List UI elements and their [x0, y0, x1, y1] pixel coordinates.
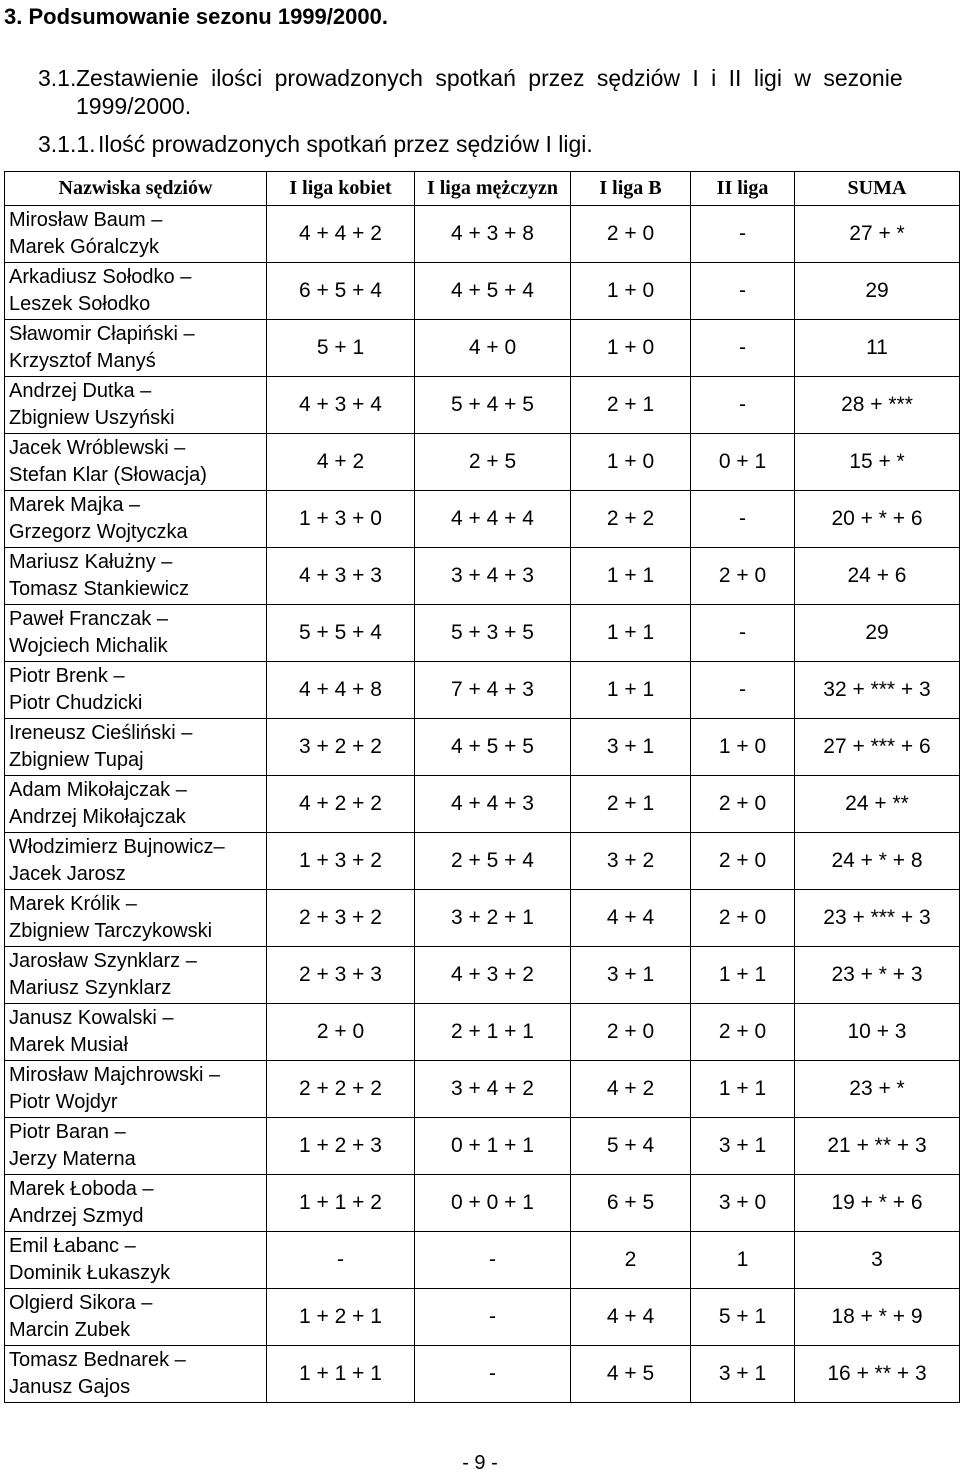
table-row [5, 833, 960, 890]
cell-total: 10 + 3 [795, 1004, 960, 1061]
referee-name-second: Marek Góralczyk [9, 236, 160, 258]
cell-league-1b: 1 + 1 [571, 605, 691, 662]
cell-men-league-1: 3 + 4 + 3 [415, 548, 571, 605]
referee-name-second: Piotr Wojdyr [9, 1091, 118, 1113]
cell-men-league-1: 4 + 0 [415, 320, 571, 377]
cell-men-league-1: 0 + 0 + 1 [415, 1175, 571, 1232]
table-header-row [5, 172, 960, 206]
referee-name-first: Marek Królik – [9, 893, 137, 915]
cell-league-2: 1 [691, 1232, 795, 1289]
cell-total: 15 + * [795, 434, 960, 491]
cell-total: 29 [795, 605, 960, 662]
referee-pair-cell [5, 662, 267, 719]
cell-league-2: 2 + 0 [691, 1004, 795, 1061]
cell-women-league-1: 1 + 3 + 2 [267, 833, 415, 890]
referee-pair-cell [5, 1175, 267, 1232]
table-row [5, 1346, 960, 1403]
cell-women-league-1: 6 + 5 + 4 [267, 263, 415, 320]
cell-men-league-1: 3 + 4 + 2 [415, 1061, 571, 1118]
referee-pair-cell [5, 719, 267, 776]
cell-league-2: - [691, 320, 795, 377]
cell-women-league-1: 2 + 0 [267, 1004, 415, 1061]
table-row [5, 1232, 960, 1289]
cell-league-1b: 1 + 0 [571, 320, 691, 377]
referee-pair-cell [5, 1346, 267, 1403]
cell-men-league-1: 2 + 5 [415, 434, 571, 491]
referee-name-second: Zbigniew Tarczykowski [9, 920, 213, 942]
cell-women-league-1: 4 + 3 + 3 [267, 548, 415, 605]
referee-name-second: Jacek Jarosz [9, 863, 126, 885]
subsection-text: Zestawienie ilości prowadzonych spotkań przez sędziów I i II ligi w sezonie 1999/2000. [76, 65, 903, 119]
referee-pair-cell [5, 206, 267, 263]
cell-total: 28 + *** [795, 377, 960, 434]
referee-name-first: Janusz Kowalski – [9, 1007, 174, 1029]
sub-subsection-heading [38, 131, 593, 158]
cell-men-league-1: 4 + 5 + 4 [415, 263, 571, 320]
cell-league-2: 3 + 1 [691, 1118, 795, 1175]
referee-name-second: Marcin Zubek [9, 1319, 131, 1341]
table-row [5, 890, 960, 947]
referee-name-first: Olgierd Sikora – [9, 1292, 153, 1314]
referee-pair-cell [5, 434, 267, 491]
referee-name-first: Włodzimierz Bujnowicz– [9, 836, 225, 858]
table-row [5, 1289, 960, 1346]
cell-league-1b: 3 + 1 [571, 947, 691, 1004]
cell-league-1b: 4 + 4 [571, 1289, 691, 1346]
cell-league-1b: 4 + 2 [571, 1061, 691, 1118]
referee-name-first: Ireneusz Cieśliński – [9, 722, 193, 744]
sub-subsection-text: Ilość prowadzonych spotkań przez sędziów I ligi. [98, 131, 593, 157]
header-referee-names: Nazwiska sędziów [5, 172, 267, 206]
cell-total: 23 + *** + 3 [795, 890, 960, 947]
referee-pair-cell [5, 605, 267, 662]
cell-total: 24 + 6 [795, 548, 960, 605]
referee-pair-cell [5, 947, 267, 1004]
header-total: SUMA [795, 172, 960, 206]
table-row [5, 263, 960, 320]
referee-name-first: Adam Mikołajczak – [9, 779, 187, 801]
cell-league-2: 2 + 0 [691, 776, 795, 833]
referee-name-second: Krzysztof Manyś [9, 350, 156, 372]
header-league-2: II liga [691, 172, 795, 206]
referee-pair-cell [5, 377, 267, 434]
referee-name-first: Marek Majka – [9, 494, 141, 516]
cell-league-2: 5 + 1 [691, 1289, 795, 1346]
cell-league-2: 1 + 1 [691, 947, 795, 1004]
header-men-league-1: I liga mężczyzn [415, 172, 571, 206]
cell-women-league-1: 4 + 4 + 2 [267, 206, 415, 263]
cell-league-1b: 2 + 1 [571, 776, 691, 833]
cell-league-2: 2 + 0 [691, 833, 795, 890]
table-row [5, 1061, 960, 1118]
cell-women-league-1: 3 + 2 + 2 [267, 719, 415, 776]
cell-league-1b: 3 + 2 [571, 833, 691, 890]
cell-total: 24 + ** [795, 776, 960, 833]
cell-women-league-1: - [267, 1232, 415, 1289]
cell-men-league-1: 4 + 4 + 4 [415, 491, 571, 548]
cell-total: 24 + * + 8 [795, 833, 960, 890]
table-row [5, 662, 960, 719]
cell-league-1b: 2 [571, 1232, 691, 1289]
referee-name-second: Stefan Klar (Słowacja) [9, 464, 207, 486]
referee-name-second: Dominik Łukaszyk [9, 1262, 171, 1284]
referee-pair-cell [5, 491, 267, 548]
cell-women-league-1: 1 + 1 + 1 [267, 1346, 415, 1403]
table-row [5, 491, 960, 548]
cell-total: 21 + ** + 3 [795, 1118, 960, 1175]
cell-total: 3 [795, 1232, 960, 1289]
cell-league-1b: 2 + 0 [571, 1004, 691, 1061]
cell-women-league-1: 1 + 2 + 3 [267, 1118, 415, 1175]
cell-men-league-1: 5 + 3 + 5 [415, 605, 571, 662]
referee-pair-cell [5, 776, 267, 833]
referee-name-first: Piotr Baran – [9, 1121, 126, 1143]
cell-league-2: 1 + 1 [691, 1061, 795, 1118]
cell-men-league-1: 4 + 5 + 5 [415, 719, 571, 776]
cell-men-league-1: - [415, 1232, 571, 1289]
referee-name-first: Piotr Brenk – [9, 665, 125, 687]
referee-pair-cell [5, 890, 267, 947]
cell-women-league-1: 2 + 3 + 2 [267, 890, 415, 947]
cell-men-league-1: 2 + 5 + 4 [415, 833, 571, 890]
table-row [5, 434, 960, 491]
cell-total: 23 + * + 3 [795, 947, 960, 1004]
cell-total: 18 + * + 9 [795, 1289, 960, 1346]
referee-pair-cell [5, 833, 267, 890]
cell-men-league-1: 2 + 1 + 1 [415, 1004, 571, 1061]
referee-name-first: Emil Łabanc – [9, 1235, 136, 1257]
referee-pair-cell [5, 548, 267, 605]
table-row [5, 1118, 960, 1175]
header-women-league-1: I liga kobiet [267, 172, 415, 206]
referee-name-second: Andrzej Szmyd [9, 1205, 144, 1227]
referee-name-first: Mirosław Baum – [9, 209, 163, 231]
cell-total: 23 + * [795, 1061, 960, 1118]
referee-pair-cell [5, 1061, 267, 1118]
cell-women-league-1: 1 + 2 + 1 [267, 1289, 415, 1346]
cell-league-2: - [691, 263, 795, 320]
referee-name-second: Tomasz Stankiewicz [9, 578, 190, 600]
referee-name-second: Janusz Gajos [9, 1376, 131, 1398]
referee-pair-cell [5, 1118, 267, 1175]
referee-name-first: Marek Łoboda – [9, 1178, 154, 1200]
sub-subsection-number: 3.1.1. [38, 131, 96, 157]
cell-league-1b: 2 + 0 [571, 206, 691, 263]
page-number: - 9 - [462, 1452, 498, 1474]
table-row [5, 1004, 960, 1061]
referee-name-second: Leszek Sołodko [9, 293, 151, 315]
referee-name-first: Jacek Wróblewski – [9, 437, 186, 459]
table-row [5, 206, 960, 263]
table-row [5, 719, 960, 776]
cell-league-2: - [691, 491, 795, 548]
cell-league-2: 2 + 0 [691, 890, 795, 947]
cell-women-league-1: 4 + 3 + 4 [267, 377, 415, 434]
cell-league-2: 1 + 0 [691, 719, 795, 776]
cell-women-league-1: 1 + 3 + 0 [267, 491, 415, 548]
cell-league-2: - [691, 662, 795, 719]
cell-women-league-1: 2 + 2 + 2 [267, 1061, 415, 1118]
table-row [5, 605, 960, 662]
cell-league-2: - [691, 377, 795, 434]
cell-league-1b: 1 + 1 [571, 548, 691, 605]
cell-league-1b: 1 + 1 [571, 662, 691, 719]
cell-total: 27 + * [795, 206, 960, 263]
cell-league-1b: 6 + 5 [571, 1175, 691, 1232]
cell-total: 29 [795, 263, 960, 320]
cell-total: 19 + * + 6 [795, 1175, 960, 1232]
referee-games-table [4, 171, 960, 1403]
cell-men-league-1: 4 + 3 + 8 [415, 206, 571, 263]
cell-league-2: - [691, 206, 795, 263]
cell-men-league-1: - [415, 1346, 571, 1403]
cell-league-2: 3 + 1 [691, 1346, 795, 1403]
table-row [5, 947, 960, 1004]
cell-league-1b: 2 + 2 [571, 491, 691, 548]
subsection-number: 3.1. [38, 65, 77, 91]
referee-name-second: Zbigniew Uszyński [9, 407, 175, 429]
referee-name-first: Paweł Franczak – [9, 608, 168, 630]
referee-pair-cell [5, 1232, 267, 1289]
referee-name-second: Marek Musiał [9, 1034, 128, 1056]
table-row [5, 776, 960, 833]
cell-league-2: 3 + 0 [691, 1175, 795, 1232]
referee-name-second: Andrzej Mikołajczak [9, 806, 186, 828]
cell-men-league-1: 7 + 4 + 3 [415, 662, 571, 719]
cell-league-1b: 1 + 0 [571, 434, 691, 491]
referee-pair-cell [5, 1289, 267, 1346]
cell-league-1b: 1 + 0 [571, 263, 691, 320]
referee-pair-cell [5, 1004, 267, 1061]
cell-women-league-1: 1 + 1 + 2 [267, 1175, 415, 1232]
table-row [5, 377, 960, 434]
cell-men-league-1: 5 + 4 + 5 [415, 377, 571, 434]
referee-name-first: Andrzej Dutka – [9, 380, 152, 402]
referee-name-second: Zbigniew Tupaj [9, 749, 144, 771]
cell-women-league-1: 5 + 5 + 4 [267, 605, 415, 662]
cell-men-league-1: - [415, 1289, 571, 1346]
cell-league-2: 0 + 1 [691, 434, 795, 491]
referee-name-second: Wojciech Michalik [9, 635, 168, 657]
cell-men-league-1: 4 + 4 + 3 [415, 776, 571, 833]
referee-name-first: Mirosław Majchrowski – [9, 1064, 221, 1086]
cell-men-league-1: 4 + 3 + 2 [415, 947, 571, 1004]
cell-total: 11 [795, 320, 960, 377]
table-row [5, 1175, 960, 1232]
cell-league-1b: 3 + 1 [571, 719, 691, 776]
cell-total: 32 + *** + 3 [795, 662, 960, 719]
referee-name-first: Arkadiusz Sołodko – [9, 266, 192, 288]
referee-name-second: Mariusz Szynklarz [9, 977, 172, 999]
cell-total: 20 + * + 6 [795, 491, 960, 548]
cell-women-league-1: 4 + 2 [267, 434, 415, 491]
referee-name-first: Mariusz Kałużny – [9, 551, 173, 573]
table-row [5, 320, 960, 377]
section-heading: 3. Podsumowanie sezonu 1999/2000. [4, 4, 388, 29]
cell-league-2: - [691, 605, 795, 662]
cell-total: 16 + ** + 3 [795, 1346, 960, 1403]
cell-league-1b: 4 + 5 [571, 1346, 691, 1403]
subsection-heading [38, 64, 918, 120]
cell-women-league-1: 4 + 2 + 2 [267, 776, 415, 833]
table-row [5, 548, 960, 605]
referee-pair-cell [5, 263, 267, 320]
header-league-1b: I liga B [571, 172, 691, 206]
referee-name-first: Tomasz Bednarek – [9, 1349, 186, 1371]
cell-women-league-1: 4 + 4 + 8 [267, 662, 415, 719]
cell-men-league-1: 0 + 1 + 1 [415, 1118, 571, 1175]
cell-total: 27 + *** + 6 [795, 719, 960, 776]
cell-men-league-1: 3 + 2 + 1 [415, 890, 571, 947]
referee-name-first: Jarosław Szynklarz – [9, 950, 197, 972]
cell-league-1b: 4 + 4 [571, 890, 691, 947]
cell-league-1b: 2 + 1 [571, 377, 691, 434]
referee-pair-cell [5, 320, 267, 377]
referee-name-second: Piotr Chudzicki [9, 692, 143, 714]
referee-name-second: Jerzy Materna [9, 1148, 136, 1170]
referee-name-first: Sławomir Cłapiński – [9, 323, 195, 345]
cell-women-league-1: 5 + 1 [267, 320, 415, 377]
cell-league-1b: 5 + 4 [571, 1118, 691, 1175]
referee-name-second: Grzegorz Wojtyczka [9, 521, 188, 543]
cell-women-league-1: 2 + 3 + 3 [267, 947, 415, 1004]
cell-league-2: 2 + 0 [691, 548, 795, 605]
